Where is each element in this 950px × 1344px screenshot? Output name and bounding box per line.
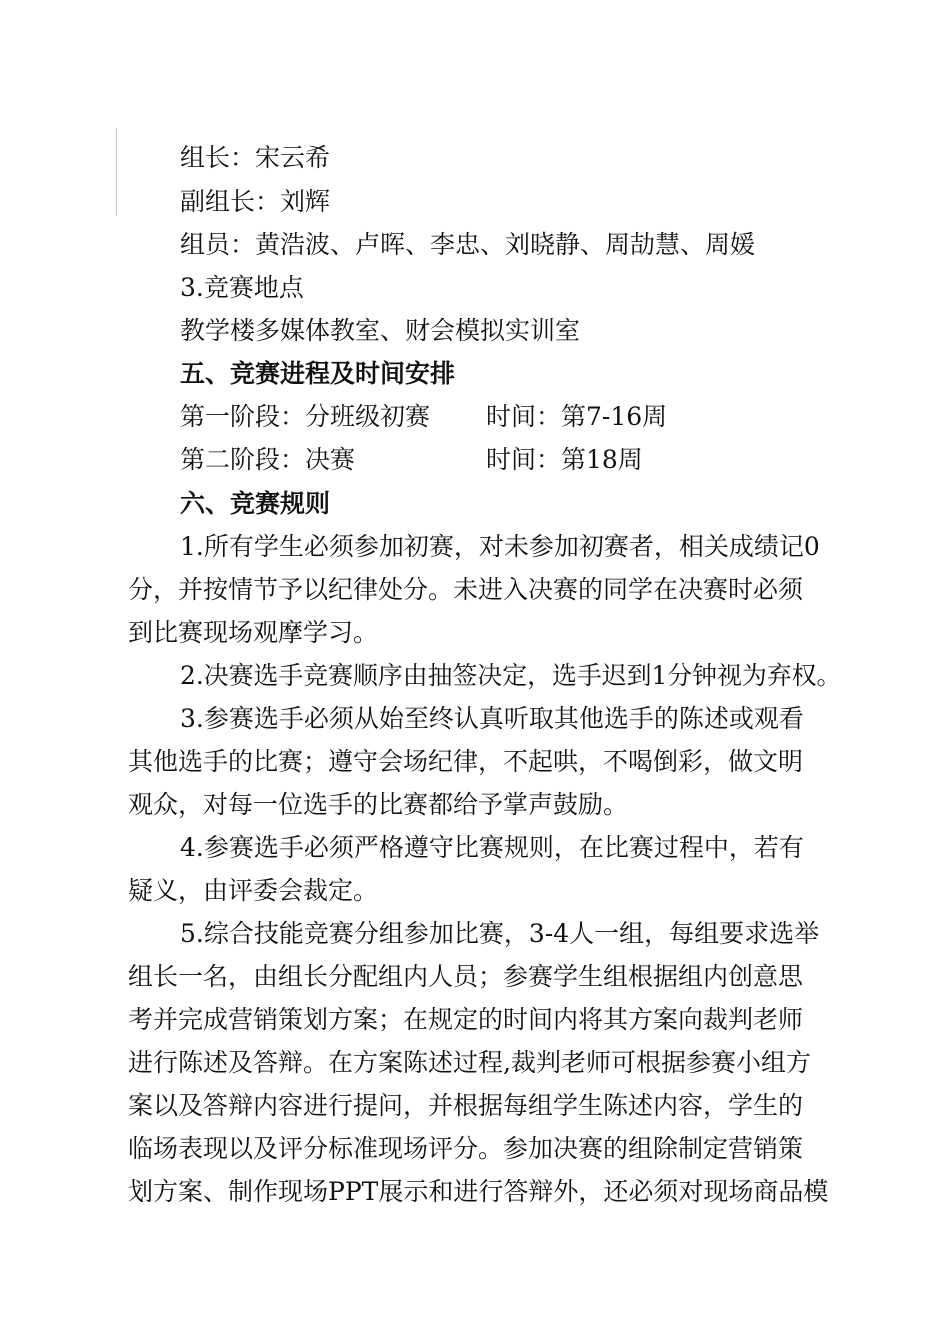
- members-line: 组员：黄浩波、卢晖、李忠、刘晓静、周劼慧、周媛: [180, 230, 756, 259]
- rule4-line1: 4.参赛选手必须严格遵守比赛规则，在比赛过程中，若有: [180, 833, 804, 862]
- venue-text: 教学楼多媒体教室、财会模拟实训室: [180, 316, 581, 345]
- rule3-line2: 其他选手的比赛；遵守会场纪律，不起哄，不喝倒彩，做文明: [128, 747, 804, 776]
- rule4-line2: 疑义，由评委会裁定。: [128, 876, 379, 905]
- section5-heading: 五、竞赛进程及时间安排: [180, 359, 456, 388]
- rule2-line1: 2.决赛选手竞赛顺序由抽签决定，选手迟到1分钟视为弃权。: [180, 661, 842, 690]
- rule5-line6: 临场表现以及评分标准现场评分。参加决赛的组除制定营销策: [128, 1134, 804, 1163]
- rule5-line5: 案以及答辩内容进行提问，并根据每组学生陈述内容，学生的: [128, 1091, 804, 1120]
- margin-line: [116, 128, 117, 216]
- rule5-line3: 考并完成营销策划方案；在规定的时间内将其方案向裁判老师: [128, 1005, 804, 1034]
- stage1-time: 时间：第7-16周: [486, 402, 668, 431]
- rule5-line7: 划方案、制作现场PPT展示和进行答辩外，还必须对现场商品模: [128, 1177, 829, 1206]
- stage2-label: 第二阶段：决赛: [180, 445, 356, 474]
- rule1-line3: 到比赛现场观摩学习。: [128, 618, 379, 647]
- deputy-leader-line: 副组长：刘辉: [180, 187, 331, 216]
- stage1-label: 第一阶段：分班级初赛: [180, 402, 431, 431]
- stage2-time: 时间：第18周: [486, 445, 643, 474]
- rule5-line4: 进行陈述及答辩。在方案陈述过程,裁判老师可根据参赛小组方: [128, 1048, 811, 1077]
- section6-heading: 六、竞赛规则: [180, 489, 331, 518]
- venue-heading: 3.竞赛地点: [180, 273, 304, 302]
- rule1-line1: 1.所有学生必须参加初赛，对未参加初赛者，相关成绩记0: [180, 532, 820, 561]
- rule5-line2: 组长一名，由组长分配组内人员；参赛学生组根据组内创意思: [128, 962, 804, 991]
- rule3-line3: 观众，对每一位选手的比赛都给予掌声鼓励。: [128, 790, 629, 819]
- rule5-line1: 5.综合技能竞赛分组参加比赛，3-4人一组，每组要求选举: [180, 919, 820, 948]
- rule1-line2: 分，并按情节予以纪律处分。未进入决赛的同学在决赛时必须: [128, 575, 804, 604]
- leader-line: 组长：宋云希: [180, 143, 331, 172]
- rule3-line1: 3.参赛选手必须从始至终认真听取其他选手的陈述或观看: [180, 704, 804, 733]
